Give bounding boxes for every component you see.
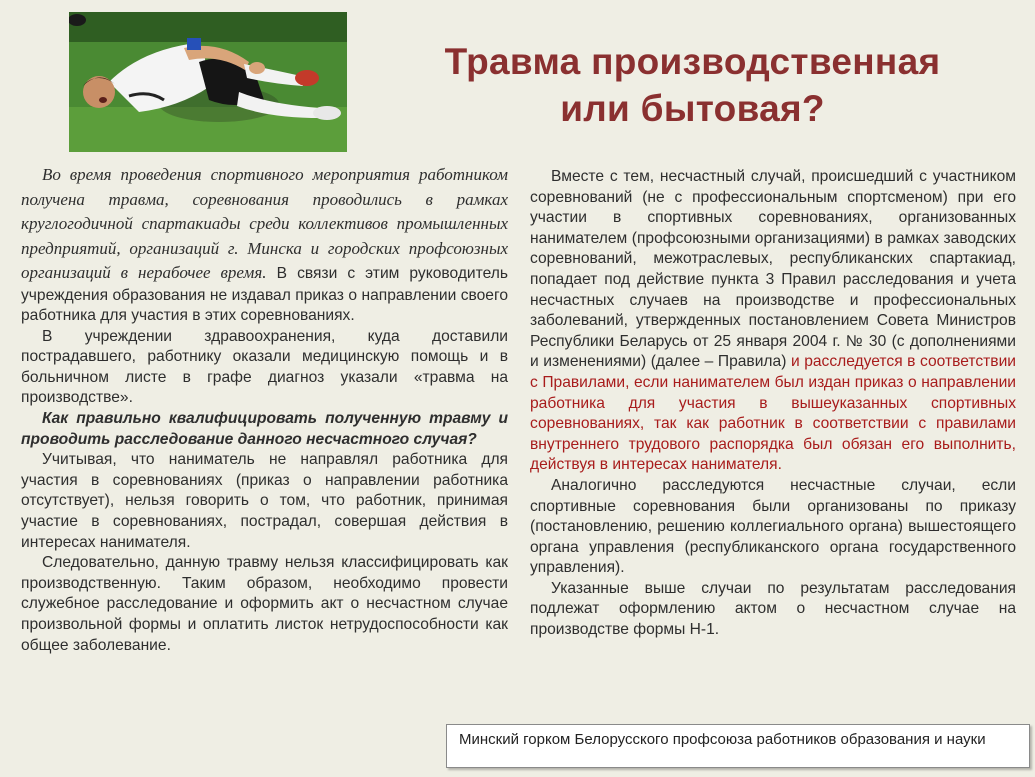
form-n1-paragraph: Указанные выше случаи по результатам расследования подлежат оформлению актом о несчастном случае на производстве формы Н-1.	[530, 579, 1016, 639]
case-description-rest: В связи с этим руководитель учреждения образования не издавал приказ о направлении своего работника для участия в этих соревнованиях.	[21, 265, 508, 325]
rules-text: Вместе с тем, несчастный случай, происшедший с участником соревнований (не с профессиональным спортсменом) при его участии в спортивных соревнованиях, организованных нанимателем (профсоюзными организациями) в рамках заводских соревнований, межотраслевых, республиканских спартакиад, попадает под действие пункта 3 Правил расследования и учета несчастных случаев на производстве и профессиональных заболеваний, утвержденных постановлением Совета Министров Республики Беларусь от 25 января 2004 г. № 30 (с дополнениями и изменениями) (далее – Правила)	[530, 168, 1016, 371]
left-column	[21, 163, 508, 656]
title-line-1: Травма производственная	[444, 41, 941, 82]
football-player-photo	[69, 12, 347, 152]
case-description-paragraph	[21, 163, 508, 327]
conclusion-paragraph: Следовательно, данную травму нельзя классифицировать как производственную. Таким образом, необходимо провести служебное расследование и оформить акт о несчастном случае произвольной формы и оплатить листок нетрудоспособности как общее заболевание.	[21, 554, 508, 654]
case-description-italic: Во время проведения спортивного мероприятия работником получена травма, соревнования проводились в рамках круглогодичной спартакиады среди коллективов промышленных предприятий, организаций г. Минска и городских профсоюзных организаций в нерабочее время.	[21, 165, 508, 282]
page-title	[360, 38, 1025, 132]
similar-cases-paragraph: Аналогично расследуются несчастные случаи, если спортивные соревнования были организованы по приказу (постановлению, решению коллегиального органа) вышестоящего органа управления (республиканского органа государственного управления).	[530, 476, 1016, 577]
rules-highlight: и расследуется в соответствии с Правилами, если нанимателем был издан приказ о направлении работника для участия в вышеуказанных спортивных соревнованиях, так как работник в соответствии с правилами внутреннего трудового распорядка был обязан его выполнить, действуя в интересах нанимателя.	[530, 353, 1016, 474]
medical-paragraph: В учреждении здравоохранения, куда доставили пострадавшего, работнику оказали медицинскую помощь и в больничном листе в графе диагноз указали «травма на производстве».	[21, 327, 508, 407]
right-column	[530, 167, 1016, 641]
question-paragraph: Как правильно квалифицировать полученную травму и проводить расследование данного несчастного случая?	[21, 410, 508, 448]
footer-caption: Минский горком Белорусского профсоюза работников образования и науки	[446, 724, 1030, 768]
rules-paragraph	[530, 167, 1016, 476]
title-line-2: или бытовая?	[560, 88, 825, 129]
analysis-paragraph: Учитывая, что наниматель не направлял работника для участия в соревнованиях (приказ о направлении работника отсутствует), нельзя говорить о том, что работник, принимая участие в соревнованиях, пострадал, совершая действия в интересах нанимателя.	[21, 451, 508, 551]
